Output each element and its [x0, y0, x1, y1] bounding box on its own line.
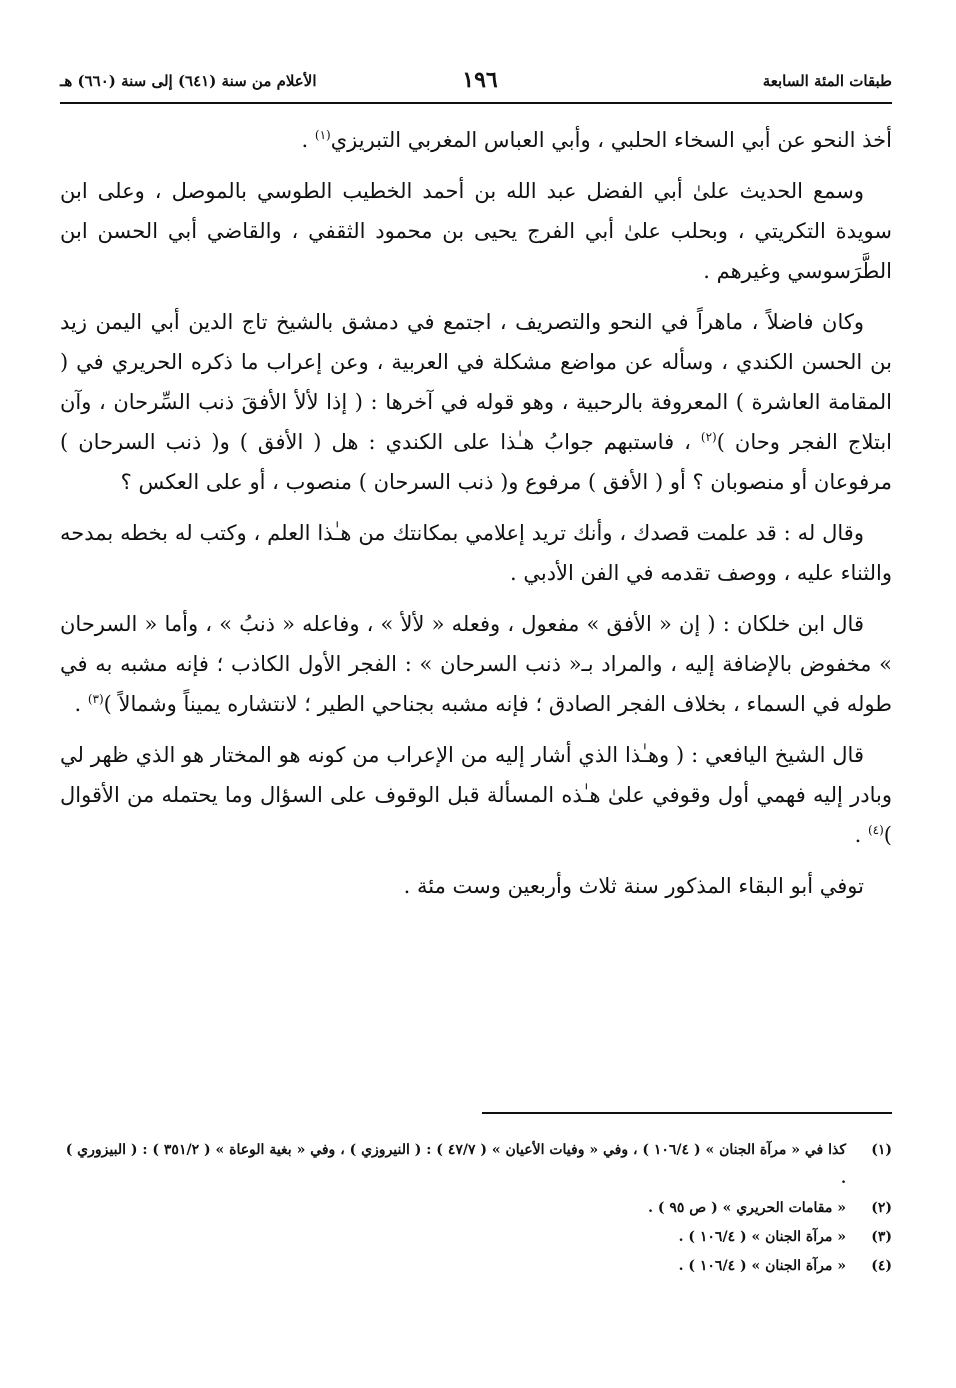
footnote-text: كذا في « مرآة الجنان » ( ١٠٦/٤ ) ، وفي « وفيات الأعيان » ( ٤٧/٧ ) : ( النيروزي ) ، وفي « بغية الوعاة » ( ٣٥١/٢ ) : ( البيزوري ) . — [65, 1142, 846, 1187]
footnote-number: (٢) — [871, 1200, 892, 1216]
running-header — [60, 66, 892, 104]
footnote-ref-4: (٤) — [867, 823, 884, 837]
footnote-ref-2: (٢) — [700, 430, 717, 444]
paragraph-3: وكان فاضلاً ، ماهراً في النحو والتصريف ، اجتمع في دمشق بالشيخ تاج الدين أبي اليمن زيد بن الحسن الكندي ، وسأله عن مواضع مشكلة في العربية ، وعن إعراب ما ذكره الحريري في ( المقامة العاشرة ) المعروفة بالرحبية ، وهو قوله في آخرها : ( إذا لألأ الأفقَ ذنب السِّرحان ، وآن ابتلاج الفجر وحان )$^{(٢)}$ ، فاستبهم جوابُ هـٰذا على الكندي : هل ( الأفق ) و( ذنب السرحان ) مرفوعان أو منصوبان ؟ أو ( الأفق ) مرفوع و( ذنب السرحان ) منصوب ، أو على العكس ؟ — [60, 310, 892, 494]
footnote-4 — [60, 1252, 892, 1281]
footnote-text: « مرآة الجنان » ( ١٠٦/٤ ) . — [678, 1258, 846, 1274]
footnote-number: (١) — [871, 1142, 892, 1158]
book-page — [60, 66, 892, 1356]
paragraph-5: قال ابن خلكان : ( إن « الأفق » مفعول ، وفعله « لألأ » ، وفاعله « ذنبُ » ، وأما « السرحان » مخفوض بالإضافة إليه ، والمراد بـ« ذنب السرحان » : الفجر الأول الكاذب ؛ فإنه مشبه به في طوله في السماء ، بخلاف الفجر الصادق ؛ فإنه مشبه بجناحي الطير ؛ لانتشاره يميناً وشمالاً )$^{(٣)}$ . — [60, 612, 892, 716]
paragraph-1: أخذ النحو عن أبي السخاء الحلبي ، وأبي العباس المغربي التبريزي$^{(١)}$ . — [301, 128, 892, 152]
footnote-text: « مرآة الجنان » ( ١٠٦/٤ ) . — [678, 1229, 846, 1245]
header-section-title: طبقات المئة السابعة — [762, 72, 892, 90]
paragraph-4: وقال له : قد علمت قصدك ، وأنك تريد إعلامي بمكانتك من هـٰذا العلم ، وكتب له بخطه بمدحه والثناء عليه ، ووصف تقدمه في الفن الأدبي . — [60, 521, 892, 585]
footnote-1 — [60, 1136, 892, 1194]
header-year-range: الأعلام من سنة (٦٤١) إلى سنة (٦٦٠) هـ — [60, 72, 317, 90]
main-text — [60, 120, 892, 906]
footnote-ref-3: (٣) — [87, 692, 104, 706]
footnote-3 — [60, 1223, 892, 1252]
footnote-number: (٣) — [871, 1229, 892, 1245]
footnotes — [60, 1136, 892, 1281]
footnote-number: (٤) — [871, 1258, 892, 1274]
footnote-2 — [60, 1194, 892, 1223]
footnote-ref-1: (١) — [314, 128, 331, 142]
footnote-divider — [482, 1112, 892, 1114]
paragraph-7: توفي أبو البقاء المذكور سنة ثلاث وأربعين وست مئة . — [403, 874, 864, 898]
paragraph-2: وسمع الحديث علىٰ أبي الفضل عبد الله بن أحمد الخطيب الطوسي بالموصل ، وعلى ابن سويدة التكريتي ، وبحلب علىٰ أبي الفرج يحيى بن محمود الثقفي ، والقاضي أبي الحسن ابن الطَّرَسوسي وغيرهم . — [60, 179, 892, 283]
page-number: ١٩٦ — [462, 67, 498, 93]
paragraph-6: قال الشيخ اليافعي : ( وهـٰذا الذي أشار إليه من الإعراب من كونه هو المختار هو الذي ظهر لي وبادر إليه فهمي أول وقوفي علىٰ هـٰذه المسألة قبل الوقوف على السؤال وما يحتمله من الأقوال )$^{(٤)}$ . — [60, 743, 892, 847]
footnote-text: « مقامات الحريري » ( ص ٩٥ ) . — [648, 1200, 846, 1216]
